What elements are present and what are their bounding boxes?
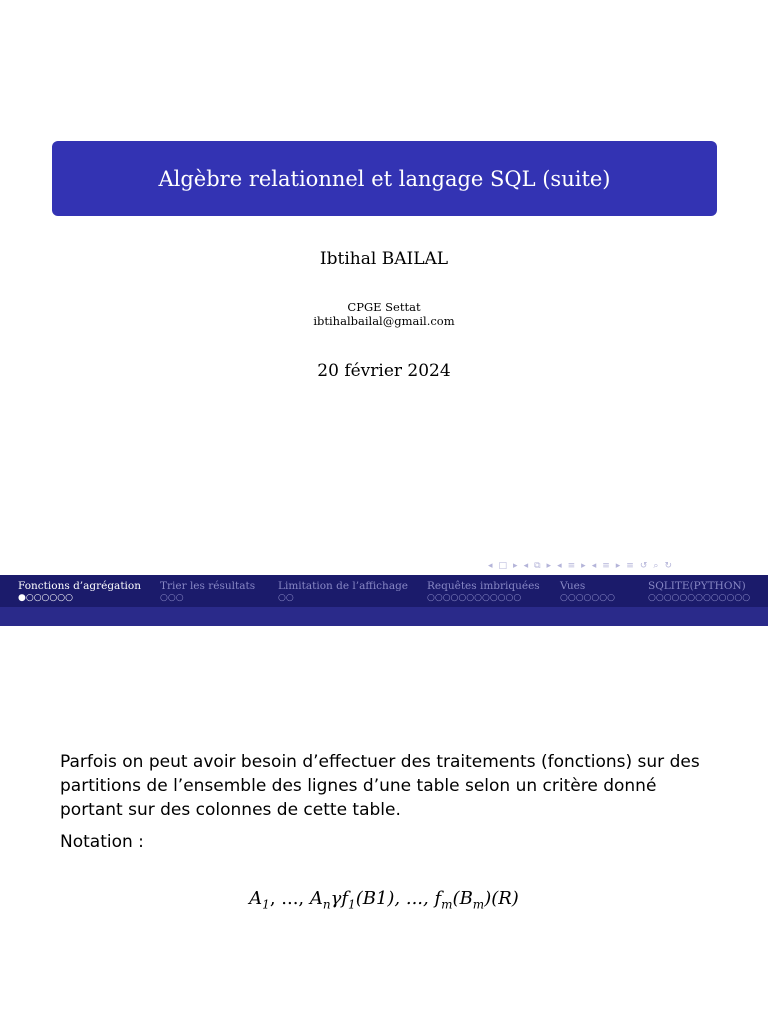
- nav-prev-frame-icon[interactable]: ◂: [488, 561, 493, 571]
- nav-next-subsection-icon[interactable]: ▸: [546, 561, 552, 571]
- navbar-footer-strip: [0, 607, 768, 626]
- nav-section-limitation-affichage[interactable]: [278, 580, 408, 603]
- nav-section-dots[interactable]: ○○○○○○○○○○○○○: [648, 593, 751, 603]
- nav-section-trier-resultats[interactable]: [160, 580, 255, 603]
- beamer-navigation-symbols: [488, 561, 678, 571]
- notation-label: Notation :: [60, 832, 144, 852]
- intro-paragraph: Parfois on peut avoir besoin d’effectuer des traitements (fonctions) sur des partitions de l’ensemble des lignes d’une table selon un critère donné portant sur des colonnes de cette table.: [60, 752, 700, 820]
- nav-section-vues[interactable]: [560, 580, 615, 603]
- nav-forward-icon[interactable]: ↻: [664, 561, 672, 571]
- institution-name: CPGE Settat: [347, 300, 421, 314]
- nav-next-doc-icon[interactable]: ▸: [615, 561, 621, 571]
- nav-search-icon[interactable]: ⌕: [653, 561, 659, 571]
- nav-section-label: Vues: [560, 580, 586, 592]
- nav-section-dots[interactable]: ○○○: [160, 593, 184, 603]
- nav-next-section-icon[interactable]: ▸: [581, 561, 586, 571]
- nav-doc-icon[interactable]: ≡: [602, 561, 610, 571]
- nav-section-icon[interactable]: ≡: [567, 561, 576, 571]
- nav-section-label: Fonctions d’agrégation: [18, 580, 141, 592]
- nav-appendix-icon[interactable]: ≡: [626, 561, 634, 571]
- nav-section-label: SQLITE(PYTHON): [648, 580, 746, 592]
- author-name: Ibtihal BAILAL: [319, 249, 449, 269]
- title-banner: [52, 141, 717, 216]
- content-slide: [0, 626, 768, 1024]
- nav-section-requetes-imbriquees[interactable]: [427, 580, 540, 603]
- nav-section-fonctions-agregation[interactable]: [18, 580, 141, 603]
- nav-section-dots[interactable]: ○○: [278, 593, 294, 603]
- nav-section-dots[interactable]: ●○○○○○○: [18, 593, 73, 603]
- nav-next-frame-icon[interactable]: ▸: [513, 561, 518, 571]
- author-email: ibtihalbailal@gmail.com: [313, 314, 455, 328]
- nav-section-sqlite-python[interactable]: [648, 580, 750, 603]
- nav-frame-icon[interactable]: □: [498, 561, 508, 571]
- nav-prev-section-icon[interactable]: ◂: [557, 561, 562, 571]
- nav-prev-subsection-icon[interactable]: ◂: [523, 561, 529, 571]
- nav-prev-doc-icon[interactable]: ◂: [591, 561, 597, 571]
- presentation-date: 20 février 2024: [317, 361, 451, 381]
- nav-section-label: Limitation de l’affichage: [278, 580, 409, 592]
- nav-section-label: Requêtes imbriquées: [427, 580, 540, 592]
- institution-block: [0, 300, 768, 328]
- nav-section-dots[interactable]: ○○○○○○○: [560, 593, 615, 603]
- aggregation-formula: $A_1$, ..., $A_n\gamma f_1(B1)$, ..., $f_m(B_m)(R)$: [249, 888, 519, 912]
- nav-section-dots[interactable]: ○○○○○○○○○○○○: [427, 593, 522, 603]
- presentation-title: Algèbre relationnel et langage SQL (suite): [158, 166, 611, 191]
- section-navbar: [0, 575, 768, 607]
- nav-back-icon[interactable]: ↺: [639, 561, 648, 571]
- nav-subsection-icon[interactable]: ⧉: [534, 561, 541, 571]
- nav-section-label: Trier les résultats: [160, 580, 256, 592]
